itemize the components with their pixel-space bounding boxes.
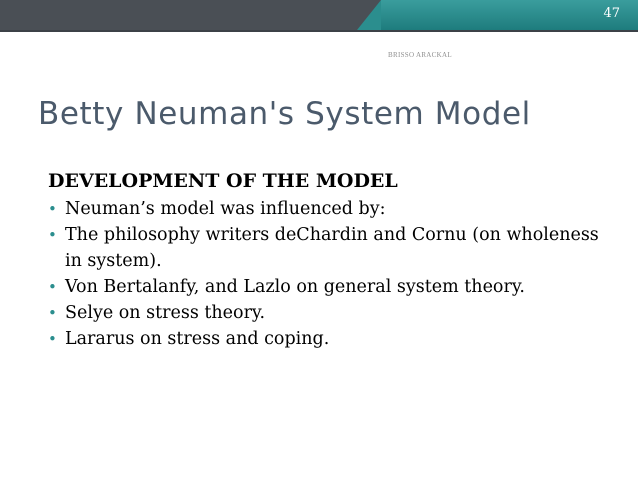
- list-item-text: Neuman’s model was influenced by:: [65, 199, 386, 219]
- page-number: 47: [603, 6, 620, 21]
- bullet-icon: •: [48, 200, 57, 218]
- list-item-text: The philosophy writers deChardin and Cornu (on wholeness in system).: [65, 225, 599, 271]
- list-item: [48, 222, 608, 274]
- top-bar-underline: [0, 30, 638, 32]
- top-bar-dark-segment: [0, 0, 357, 30]
- top-decorative-bar: [0, 0, 638, 30]
- bullet-icon: •: [48, 226, 57, 244]
- list-item: [48, 274, 608, 300]
- top-bar-teal-segment: [381, 0, 638, 30]
- bullet-icon: •: [48, 304, 57, 322]
- author-label: BRISSO ARACKAL: [388, 51, 452, 59]
- slide-content: [48, 168, 608, 352]
- list-item: [48, 300, 608, 326]
- bullet-list: [48, 196, 608, 352]
- top-bar-notch: [357, 0, 381, 30]
- list-item: [48, 326, 608, 352]
- bullet-icon: •: [48, 330, 57, 348]
- list-item-text: Lararus on stress and coping.: [65, 329, 330, 349]
- bullet-icon: •: [48, 278, 57, 296]
- section-heading: DEVELOPMENT OF THE MODEL: [48, 170, 398, 192]
- list-item-text: Selye on stress theory.: [65, 303, 266, 323]
- list-item: [48, 196, 608, 222]
- slide-title: Betty Neuman's System Model: [38, 96, 531, 132]
- list-item-text: Von Bertalanfy, and Lazlo on general system theory.: [65, 277, 525, 297]
